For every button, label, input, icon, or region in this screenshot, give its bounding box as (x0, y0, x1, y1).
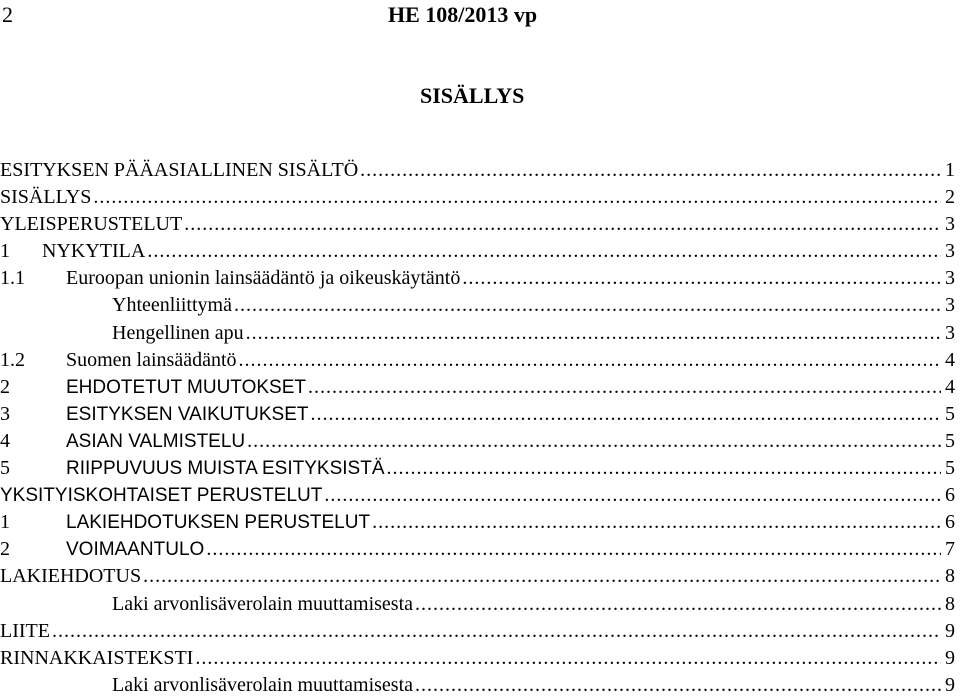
toc-entry-number: 4 (0, 429, 10, 452)
table-of-contents (0, 157, 955, 699)
toc-entry[interactable] (0, 184, 955, 211)
document-id: HE 108/2013 vp (388, 2, 538, 27)
toc-leader-dots (310, 401, 941, 427)
toc-entry-page: 3 (945, 321, 955, 344)
toc-entry-page: 9 (945, 646, 955, 669)
toc-entry-label: RIIPPUVUUS MUISTA ESITYKSISTÄ (66, 458, 385, 480)
toc-entry-page: 3 (945, 213, 955, 236)
toc-entry-label: LIITE (0, 619, 50, 642)
toc-leader-dots (195, 645, 941, 671)
toc-entry[interactable] (0, 536, 955, 563)
toc-entry-label: VOIMAANTULO (66, 539, 205, 561)
toc-entry-label: Hengellinen apu (112, 321, 244, 344)
toc-leader-dots (324, 482, 941, 508)
toc-leader-dots (184, 211, 941, 237)
toc-entry[interactable] (0, 347, 955, 374)
toc-entry-label: ESITYKSEN VAIKUTUKSET (66, 403, 309, 425)
toc-leader-dots (247, 428, 941, 454)
toc-entry[interactable] (0, 563, 955, 590)
toc-entry-label: YKSITYISKOHTAISET PERUSTELUT (0, 485, 323, 507)
toc-leader-dots (93, 184, 941, 210)
toc-entry-number: 1.2 (0, 348, 25, 371)
toc-leader-dots (206, 536, 941, 562)
toc-entry-page: 2 (945, 186, 955, 209)
toc-title: SISÄLLYS (420, 83, 525, 108)
toc-entry-number: 1 (0, 511, 10, 534)
toc-entry-page: 4 (945, 375, 955, 398)
toc-leader-dots (415, 591, 941, 617)
toc-entry[interactable] (0, 238, 955, 265)
toc-entry-page: 3 (945, 294, 955, 317)
toc-entry-page: 9 (945, 619, 955, 642)
toc-entry[interactable] (0, 482, 955, 509)
toc-entry-number: 2 (0, 538, 10, 561)
toc-leader-dots (239, 347, 941, 373)
toc-entry[interactable] (0, 211, 955, 238)
toc-entry-page: 4 (945, 348, 955, 371)
toc-entry-page: 5 (945, 402, 955, 425)
toc-entry[interactable] (0, 618, 955, 645)
toc-entry-page: 5 (945, 429, 955, 452)
toc-entry-label: Yhteenliittymä (112, 294, 232, 317)
toc-entry[interactable] (0, 672, 955, 699)
toc-entry[interactable] (0, 374, 955, 401)
toc-leader-dots (372, 509, 941, 535)
toc-entry[interactable] (0, 157, 955, 184)
toc-entry-page: 1 (945, 159, 955, 181)
toc-entry-label: ASIAN VALMISTELU (66, 430, 246, 452)
toc-leader-dots (52, 618, 941, 644)
toc-leader-dots (308, 374, 941, 400)
toc-entry[interactable] (0, 401, 955, 428)
toc-entry-label: Laki arvonlisäverolain muuttamisesta (112, 673, 414, 696)
toc-entry-label: Euroopan unionin lainsäädäntö ja oikeuskäytäntö (66, 267, 461, 290)
toc-entry-page: 3 (945, 267, 955, 290)
toc-entry-page: 6 (945, 511, 955, 534)
toc-entry[interactable] (0, 591, 955, 618)
toc-entry-label: YLEISPERUSTELUT (0, 213, 183, 236)
toc-entry-page: 3 (945, 240, 955, 263)
toc-entry[interactable] (0, 455, 955, 482)
toc-leader-dots (234, 292, 941, 318)
toc-entry-page: 6 (945, 484, 955, 507)
toc-entry[interactable] (0, 320, 955, 347)
toc-entry[interactable] (0, 428, 955, 455)
toc-entry-number: 2 (0, 375, 10, 398)
toc-leader-dots (387, 455, 942, 481)
toc-entry-label: Suomen lainsäädäntö (66, 348, 237, 371)
toc-entry-number: 1.1 (0, 267, 25, 290)
toc-entry-label: EHDOTETUT MUUTOKSET (66, 376, 306, 398)
toc-entry-label: SISÄLLYS (0, 186, 92, 209)
toc-entry[interactable] (0, 645, 955, 672)
toc-entry[interactable] (0, 509, 955, 536)
toc-entry-number: 3 (0, 402, 10, 425)
toc-leader-dots (415, 672, 941, 698)
toc-entry-label: RINNAKKAISTEKSTI (0, 646, 194, 669)
toc-entry-number: 1 (0, 240, 10, 263)
toc-leader-dots (246, 320, 941, 346)
toc-entry[interactable] (0, 292, 955, 319)
page-number: 2 (2, 2, 13, 27)
toc-entry[interactable] (0, 265, 955, 292)
toc-entry-page: 8 (945, 565, 955, 588)
toc-entry-label: Laki arvonlisäverolain muuttamisesta (112, 592, 414, 615)
toc-entry-page: 5 (945, 457, 955, 480)
toc-entry-page: 8 (945, 592, 955, 615)
toc-entry-label: ESITYKSEN PÄÄASIALLINEN SISÄLTÖ (0, 159, 359, 181)
toc-leader-dots (462, 265, 941, 291)
toc-leader-dots (147, 238, 941, 264)
toc-entry-label: LAKIEHDOTUS (0, 565, 142, 588)
toc-leader-dots (360, 157, 941, 183)
toc-entry-number: 5 (0, 457, 10, 480)
toc-leader-dots (143, 563, 941, 589)
toc-entry-page: 7 (945, 538, 955, 561)
toc-entry-page: 9 (945, 673, 955, 696)
toc-entry-label: NYKYTILA (42, 240, 146, 263)
toc-entry-label: LAKIEHDOTUKSEN PERUSTELUT (66, 512, 371, 534)
